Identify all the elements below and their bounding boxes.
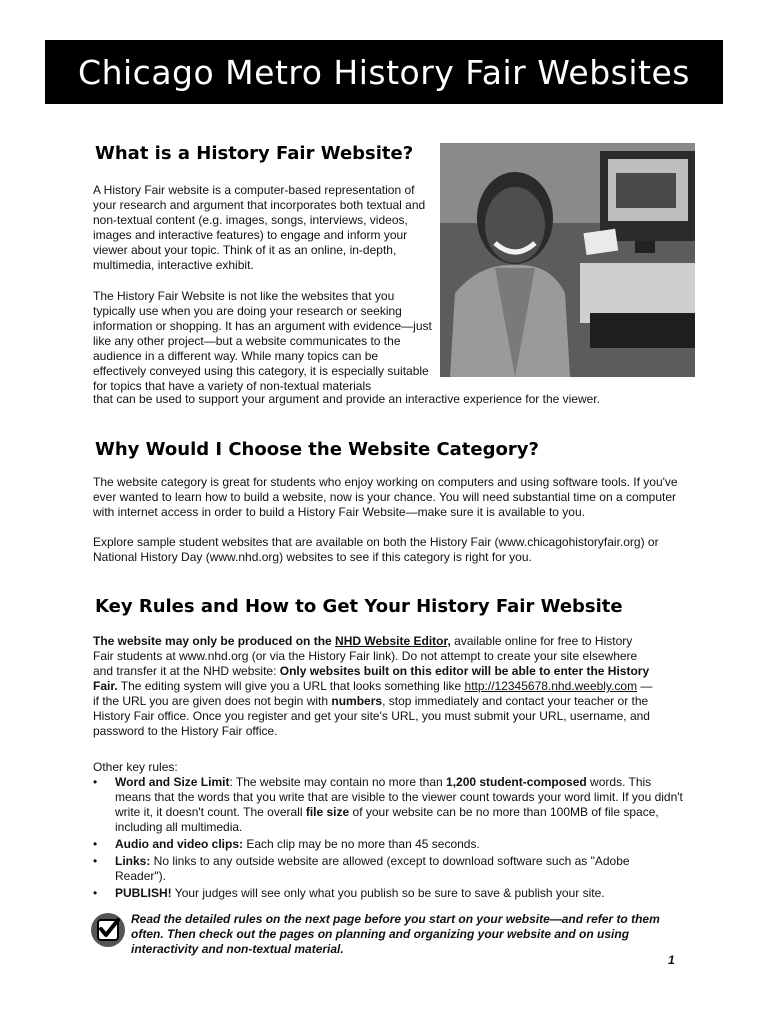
rules-text-9: , stop immediately and contact your teacher or the History Fair office. Once you register and get your site's URL, you must submit your URL, username, and password to the History Fair office. [93, 694, 650, 738]
bullet-text: Your judges will see only what you publish so be sure to save & publish your site. [171, 886, 605, 900]
list-item [93, 775, 683, 835]
bullet-bold: 1,200 student-composed [446, 775, 587, 789]
title-banner [45, 40, 723, 104]
rules-paragraph [93, 634, 653, 739]
list-item [93, 854, 683, 884]
list-item [93, 837, 683, 852]
student-photo [440, 143, 695, 377]
bullet-text: Each clip may be no more than 45 seconds. [243, 837, 480, 851]
what-paragraph-2-end: that can be used to support your argument and provide an interactive experience for the viewer. [93, 392, 600, 406]
rules-text-3: available online for free to History Fair students at www.nhd.org (or via the History Fair link). Do not attempt to create your site elsewhere and transfer it at the NHD website: [93, 634, 638, 678]
why-paragraph-1: The website category is great for students who enjoy working on computers and using software tools. If you've ever wanted to learn how to build a website, now is your chance. You will need substantial time on a computer with internet access in order to build a History Fair Website—make sure it is available to you. [93, 475, 678, 519]
what-paragraph-2: The History Fair Website is not like the websites that you typically use when you are doing your research or seeking information or shopping. It has an argument with evidence—just like any other project—but a website communicates to the audience in a different way. While many topics can be effectively conveyed using this category, it is especially suitable for topics that have a variety of non-textual materials [93, 289, 432, 393]
example-url-link[interactable]: http://12345678.nhd.weebly.com [464, 679, 638, 693]
bullet-label: PUBLISH! [115, 886, 172, 900]
bullet-icon: • [93, 886, 98, 900]
nhd-editor-link[interactable]: NHD Website Editor, [335, 634, 451, 648]
rules-text-8: numbers [331, 694, 383, 708]
bullet-label: Word and Size Limit [115, 775, 230, 789]
bullet-text: words. This means that the words that you write that are visible to the viewer count towards your word limit. If you didn't write it, it doesn't count. The overall [115, 775, 683, 819]
why-paragraph-2: Explore sample student websites that are available on both the History Fair (www.chicagohistoryfair.org) or National History Day (www.nhd.org) websites to see if this category is right for you. [93, 535, 659, 564]
bullet-text: : The website may contain no more than [229, 775, 447, 789]
other-rules-label: Other key rules: [93, 760, 178, 774]
bullet-icon: • [93, 775, 98, 789]
rules-text-4: Only websites built on this editor will be able to enter the History Fair. [93, 664, 650, 693]
bullet-text: of your website can be no more than 100MB of file space, including all multimedia. [115, 805, 659, 834]
bullet-label: Audio and video clips: [115, 837, 244, 851]
page-title: Chicago Metro History Fair Websites [78, 52, 690, 92]
section-heading-what: What is a History Fair Website? [95, 143, 414, 164]
what-paragraph-1: A History Fair website is a computer-based representation of your research and argument that incorporates both textual and non-textual content (e.g. images, songs, interviews, videos, images and interactive features) to engage and inform your viewer about your topic. Think of it as an online, in-depth, multimedia, interactive exhibit. [93, 183, 426, 272]
bullet-icon: • [93, 837, 98, 851]
rules-text-7: — if the URL you are given does not begin with [93, 679, 653, 708]
rules-list [93, 775, 683, 903]
section-heading-rules: Key Rules and How to Get Your History Fair Website [95, 596, 623, 617]
rules-text-1: The website may only be produced on the [93, 634, 336, 648]
page-number: 1 [668, 953, 675, 967]
checkmark-icon [90, 912, 126, 948]
bullet-bold: file size [305, 805, 350, 819]
bullet-text: No links to any outside website are allowed (except to download software such as "Adobe Reader"). [115, 854, 630, 883]
bullet-label: Links: [115, 854, 151, 868]
section-heading-why: Why Would I Choose the Website Category? [95, 439, 539, 460]
list-item [93, 886, 683, 901]
rules-text-5: The editing system will give you a URL that looks something like [117, 679, 465, 693]
bullet-icon: • [93, 854, 98, 868]
note-text: Read the detailed rules on the next page before you start on your website—and refer to them often. Then check out the pages on planning and organizing your website and on using interactivity and non-textual material. [131, 912, 660, 956]
